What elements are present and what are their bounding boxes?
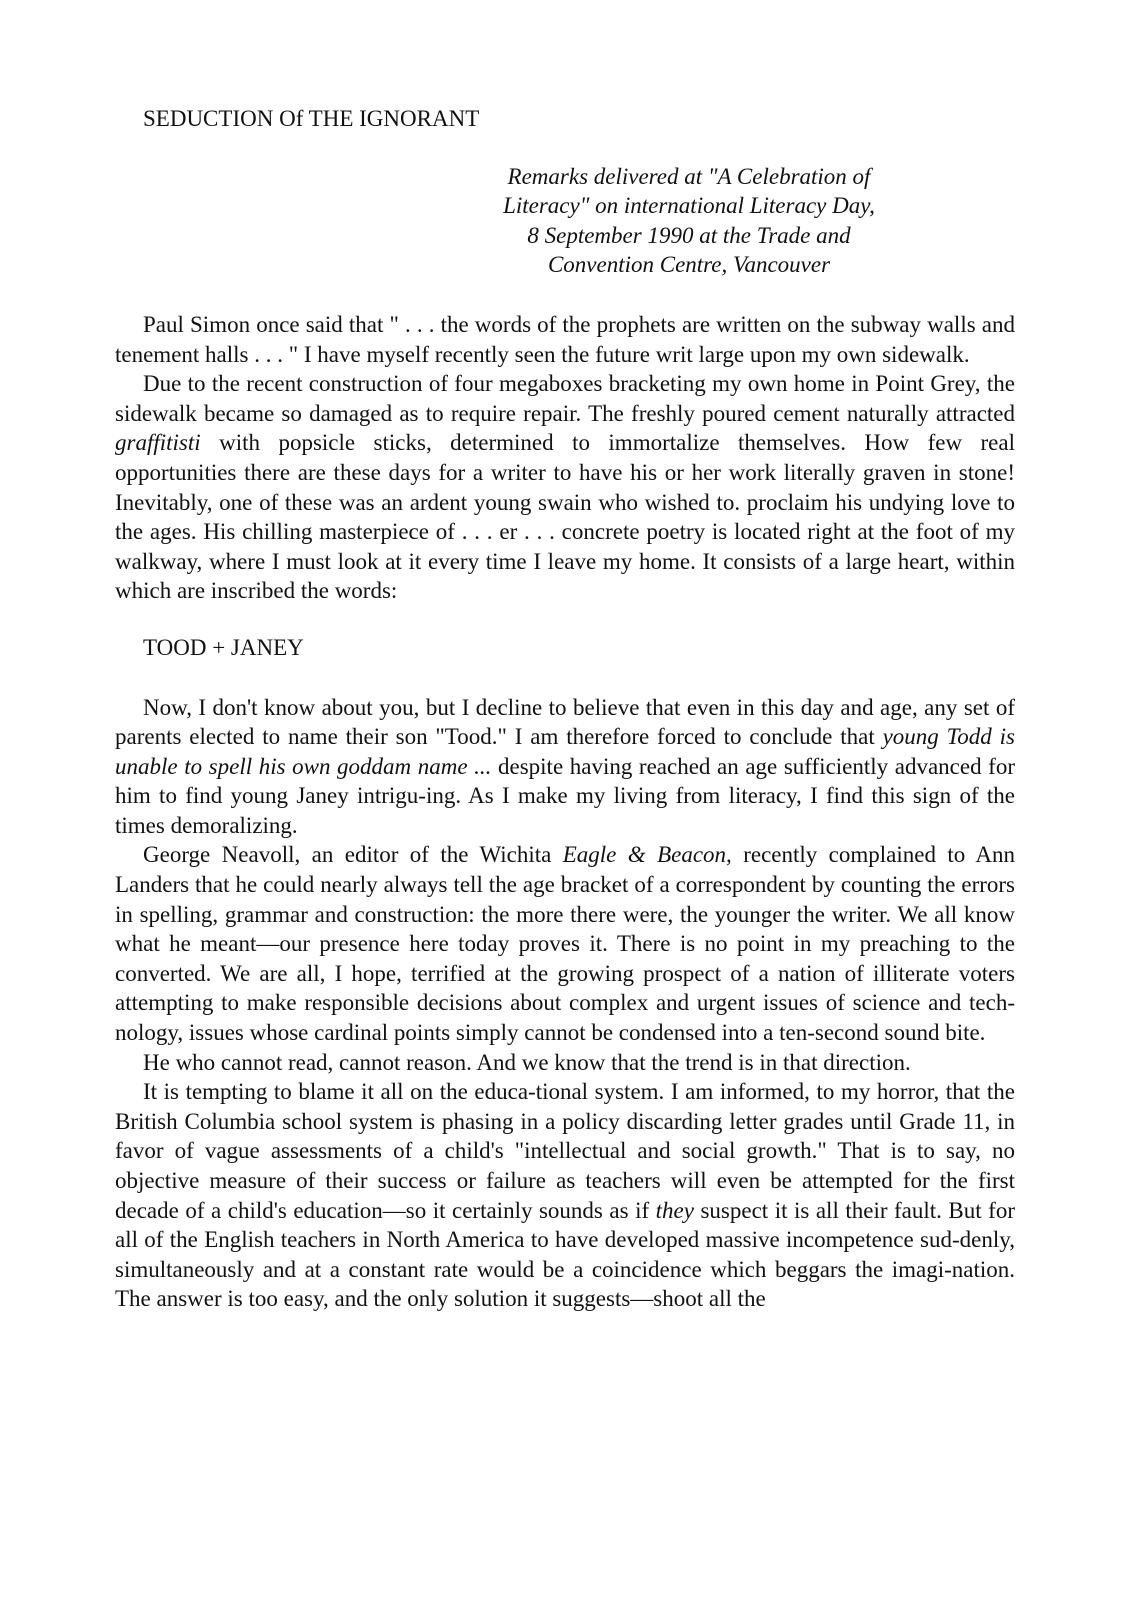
- paragraph-text: Now, I don't know about you, but I decline to believe that even in this day and age, any set of parents elected to name their son "Tood." I am therefore forced to conclude that: [115, 694, 1015, 750]
- paragraph-text: George Neavoll, an editor of the Wichita: [143, 842, 563, 868]
- epigraph-line: 8 September 1990 at the Trade and: [527, 222, 851, 248]
- paragraph-6: [115, 1077, 1015, 1314]
- paragraph-text: with popsicle sticks, determined to immortalize themselves. How few real opportunities there are these days for a writer to have his or her work literally graven in stone! Inevitably, one of these was an ardent young swain who wished to. proclaim his undying love to the ages. His chilling masterpiece of . . . er . . . concrete poetry is located right at the foot of my walkway, where I must look at it every time I leave my home. It consists of a large heart, within which are inscribed the words:: [115, 430, 1015, 604]
- paragraph-2: [115, 369, 1015, 606]
- paragraph-4: [115, 840, 1015, 1047]
- document-page: [115, 104, 1015, 1314]
- epigraph-line: Remarks delivered at "A Celebration of: [507, 163, 871, 189]
- emphasis-text: young Todd is unable to spell his own goddam name ...: [115, 724, 1015, 779]
- paragraph-text: It is tempting to blame it all on the educa-tional system. I am informed, to my horror, that the British Columbia school system is phasing in a policy discarding letter grades until Grade 11, in favor of vague assessments of a child's "intellectual and social growth." That is to say, no objective measure of their success or failure as teachers will even be attempted for the first decade of a child's education—so it certainly sounds as if: [115, 1079, 1015, 1223]
- emphasis-text: graffitisti: [115, 430, 201, 456]
- paragraph-text: despite having reached an age sufficiently advanced for him to find young Janey intrigu-ing. As I make my living from literacy, I find this sign of the times demoralizing.: [115, 753, 1015, 838]
- epigraph-line: Literacy" on international Literacy Day,: [503, 193, 875, 219]
- paragraph-1: Paul Simon once said that " . . . the words of the prophets are written on the subway walls and tenement halls . . . " I have myself recently seen the future writ large upon my own sidewalk.: [115, 311, 1015, 367]
- paragraph-text: recently complained to Ann Landers that he could nearly always tell the age bracket of a correspondent by counting the errors in spelling, grammar and construction: the more there were, the younger the writer. We all know what he meant—our presence here today proves it. There is no point in my preaching to the converted. We are all, I hope, terrified at the growing prospect of a nation of illiterate voters attempting to make responsible decisions about complex and urgent issues of science and tech-nology, issues whose cardinal points simply cannot be condensed into a ten-second sound bite.: [115, 842, 1015, 1046]
- paragraph-3: [115, 693, 1015, 841]
- paragraph-text: suspect it is all their fault. But for all of the English teachers in North America to have developed massive incompetence sud-denly, simultaneously and at a constant rate would be a coincidence which beggars the imagi-nation. The answer is too easy, and the only solution it suggests—shoot all the: [115, 1197, 1015, 1312]
- inscription-text: TOOD + JANEY: [143, 634, 304, 660]
- document-title: SEDUCTION Of THE IGNORANT: [143, 106, 480, 131]
- paragraph-text: Due to the recent construction of four megaboxes bracketing my own home in Point Grey, the sidewalk became so damaged as to require repair. The freshly poured cement naturally attracted: [115, 371, 1015, 426]
- emphasis-text: they: [655, 1197, 694, 1223]
- paragraph-5: He who cannot read, cannot reason. And we know that the trend is in that direction.: [143, 1049, 911, 1075]
- epigraph-line: Convention Centre, Vancouver: [547, 252, 831, 278]
- epigraph: [459, 162, 919, 280]
- emphasis-text: Eagle & Beacon,: [562, 842, 732, 868]
